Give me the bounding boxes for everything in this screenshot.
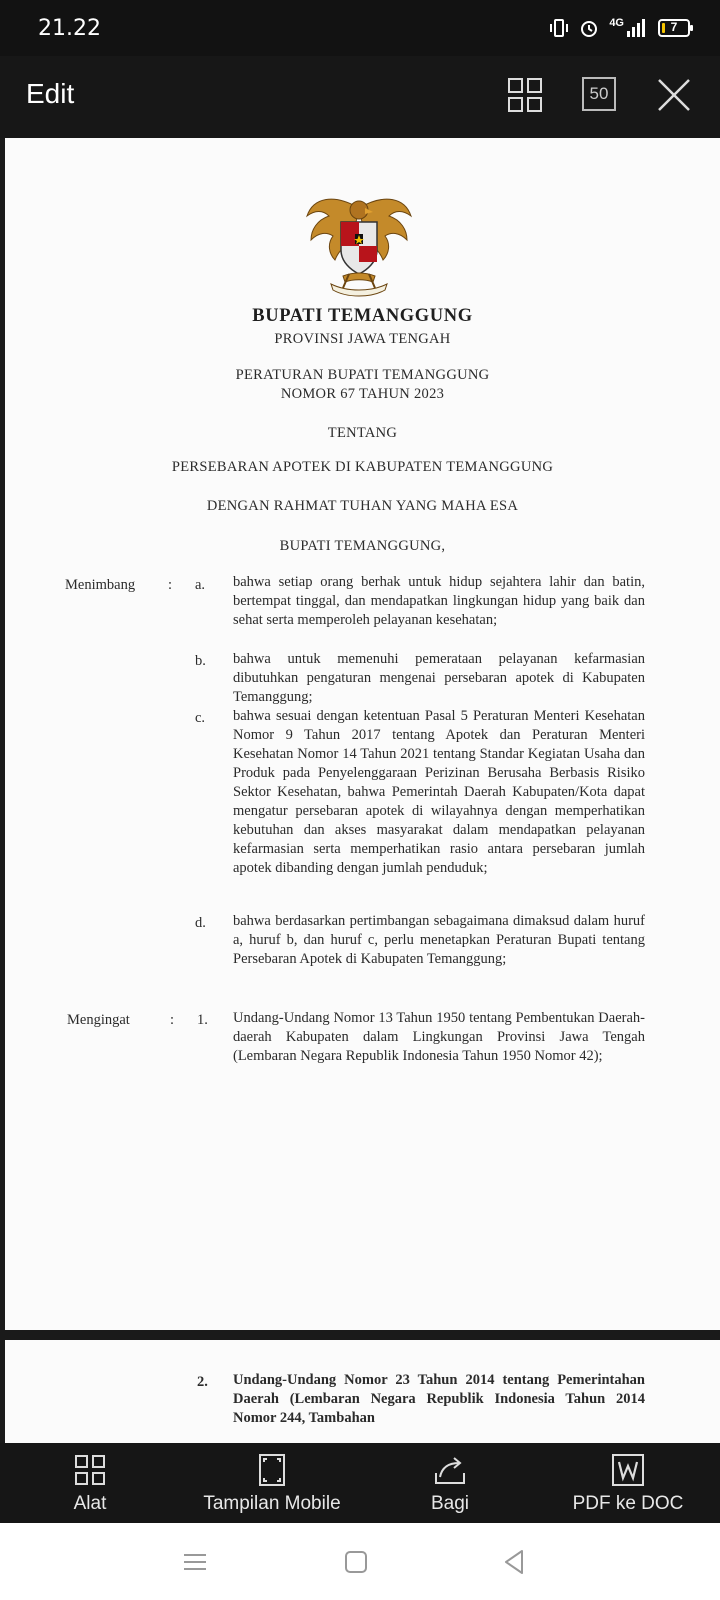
share-label: Bagi bbox=[430, 1493, 470, 1514]
item-mark: 2. bbox=[197, 1374, 208, 1390]
menimbang-label: Menimbang bbox=[65, 577, 136, 593]
regulation-line: PERATURAN BUPATI TEMANGGUNG bbox=[235, 367, 490, 383]
menimbang-item-a: bahwa setiap orang berhak untuk hidup sejahtera lahir dan batin, bertempat tinggal, dan mendapatkan lingkungan hidup yang baik dan sehat serta memperoleh pelayanan kesehatan; bbox=[233, 574, 645, 628]
signal-icon bbox=[626, 18, 648, 38]
vibrate-icon bbox=[549, 18, 569, 38]
page-count-button[interactable]: 50 bbox=[582, 77, 616, 111]
share-icon bbox=[433, 1453, 467, 1487]
pdf-to-doc-label: PDF ke DOC bbox=[572, 1493, 684, 1514]
mobile-view-label: Tampilan Mobile bbox=[203, 1493, 341, 1514]
document-page-1 bbox=[5, 138, 720, 1330]
menimbang-item-b: bahwa untuk memenuhi pemerataan pelayanan kefarmasian dibutuhkan pengaturan mengenai persebaran apotek di Kabupaten Temanggung; bbox=[233, 651, 645, 705]
item-mark: a. bbox=[195, 577, 206, 593]
app-toolbar bbox=[0, 56, 720, 138]
menu-icon[interactable] bbox=[180, 1547, 210, 1577]
bottom-toolbar bbox=[0, 1443, 720, 1523]
menimbang-colon: : bbox=[168, 577, 173, 593]
battery-percent: 7 bbox=[670, 20, 678, 34]
grid-view-icon[interactable] bbox=[508, 78, 542, 112]
pdf-to-doc-button[interactable] bbox=[566, 1453, 690, 1517]
status-icons bbox=[549, 18, 690, 38]
back-icon[interactable] bbox=[500, 1547, 530, 1577]
menimbang-item-c: bahwa sesuai dengan ketentuan Pasal 5 Peraturan Menteri Kesehatan Nomor 9 Tahun 2017 tentang Apotek dan Peraturan Menteri Kesehatan Nomor 14 Tahun 2021 tentang Standar Kegiatan Usaha dan Produk pada Penyelenggaraan Perizinan Berusaha Berbasis Risiko Sektor Kesehatan, bahwa Pemerintah Daerah Kabupaten/Kota dapat mengatur persebaran apotek di wilayahnya dengan memperhatikan kebutuhan dan akses masyarakat dalam mendapatkan pelayanan kefarmasian serta memperhatikan rasio antara persebaran jumlah apotek dibanding dengan jumlah penduduk; bbox=[233, 708, 645, 876]
about-line: TENTANG bbox=[327, 425, 398, 441]
word-doc-icon bbox=[611, 1453, 645, 1487]
grace-line: DENGAN RAHMAT TUHAN YANG MAHA ESA bbox=[206, 498, 519, 514]
status-bar bbox=[0, 0, 720, 56]
system-nav-bar bbox=[0, 1523, 720, 1600]
network-type: 4G bbox=[609, 17, 624, 29]
item-mark: c. bbox=[195, 710, 206, 726]
document-viewer[interactable] bbox=[0, 138, 720, 1443]
subject-line: PERSEBARAN APOTEK DI KABUPATEN TEMANGGUNG bbox=[171, 459, 554, 475]
issuer-line: BUPATI TEMANGGUNG, bbox=[279, 538, 446, 554]
mengingat-label: Mengingat bbox=[67, 1012, 130, 1028]
battery-icon bbox=[658, 19, 690, 37]
item-mark: d. bbox=[195, 915, 206, 931]
garuda-emblem-icon bbox=[303, 188, 415, 302]
mengingat-item-2: Undang-Undang Nomor 23 Tahun 2014 tentang Pemerintahan Daerah (Lembaran Negara Republik Indonesia Tahun 2014 Nomor 244, Tambahan bbox=[233, 1372, 645, 1426]
document-title: BUPATI TEMANGGUNG bbox=[252, 306, 473, 326]
menimbang-item-d: bahwa berdasarkan pertimbangan sebagaimana dimaksud dalam huruf a, huruf b, dan huruf c, perlu menetapkan Peraturan Bupati tentang Persebaran Apotek di Kabupaten Temanggung; bbox=[233, 913, 645, 967]
tools-button[interactable] bbox=[58, 1453, 122, 1517]
edit-button[interactable]: Edit bbox=[26, 78, 75, 109]
tools-icon bbox=[73, 1453, 107, 1487]
alarm-icon bbox=[579, 18, 599, 38]
mobile-view-button[interactable] bbox=[192, 1453, 352, 1517]
home-icon[interactable] bbox=[341, 1547, 371, 1577]
mobile-view-icon bbox=[257, 1453, 287, 1487]
item-mark: b. bbox=[195, 653, 206, 669]
regulation-number: NOMOR 67 TAHUN 2023 bbox=[280, 386, 445, 402]
tools-label: Alat bbox=[73, 1493, 107, 1514]
document-page-2 bbox=[5, 1340, 720, 1443]
mengingat-colon: : bbox=[170, 1012, 175, 1028]
item-mark: 1. bbox=[197, 1012, 208, 1028]
share-button[interactable] bbox=[412, 1453, 488, 1517]
status-time: 21.22 bbox=[38, 16, 101, 41]
mengingat-item-1: Undang-Undang Nomor 13 Tahun 1950 tentang Pembentukan Daerah-daerah Kabupaten dalam Lingkungan Provinsi Jawa Tengah (Lembaran Negara Republik Indonesia Tahun 1950 Nomor 42); bbox=[233, 1010, 645, 1064]
province-line: PROVINSI JAWA TENGAH bbox=[274, 331, 451, 347]
close-icon[interactable] bbox=[656, 77, 692, 113]
